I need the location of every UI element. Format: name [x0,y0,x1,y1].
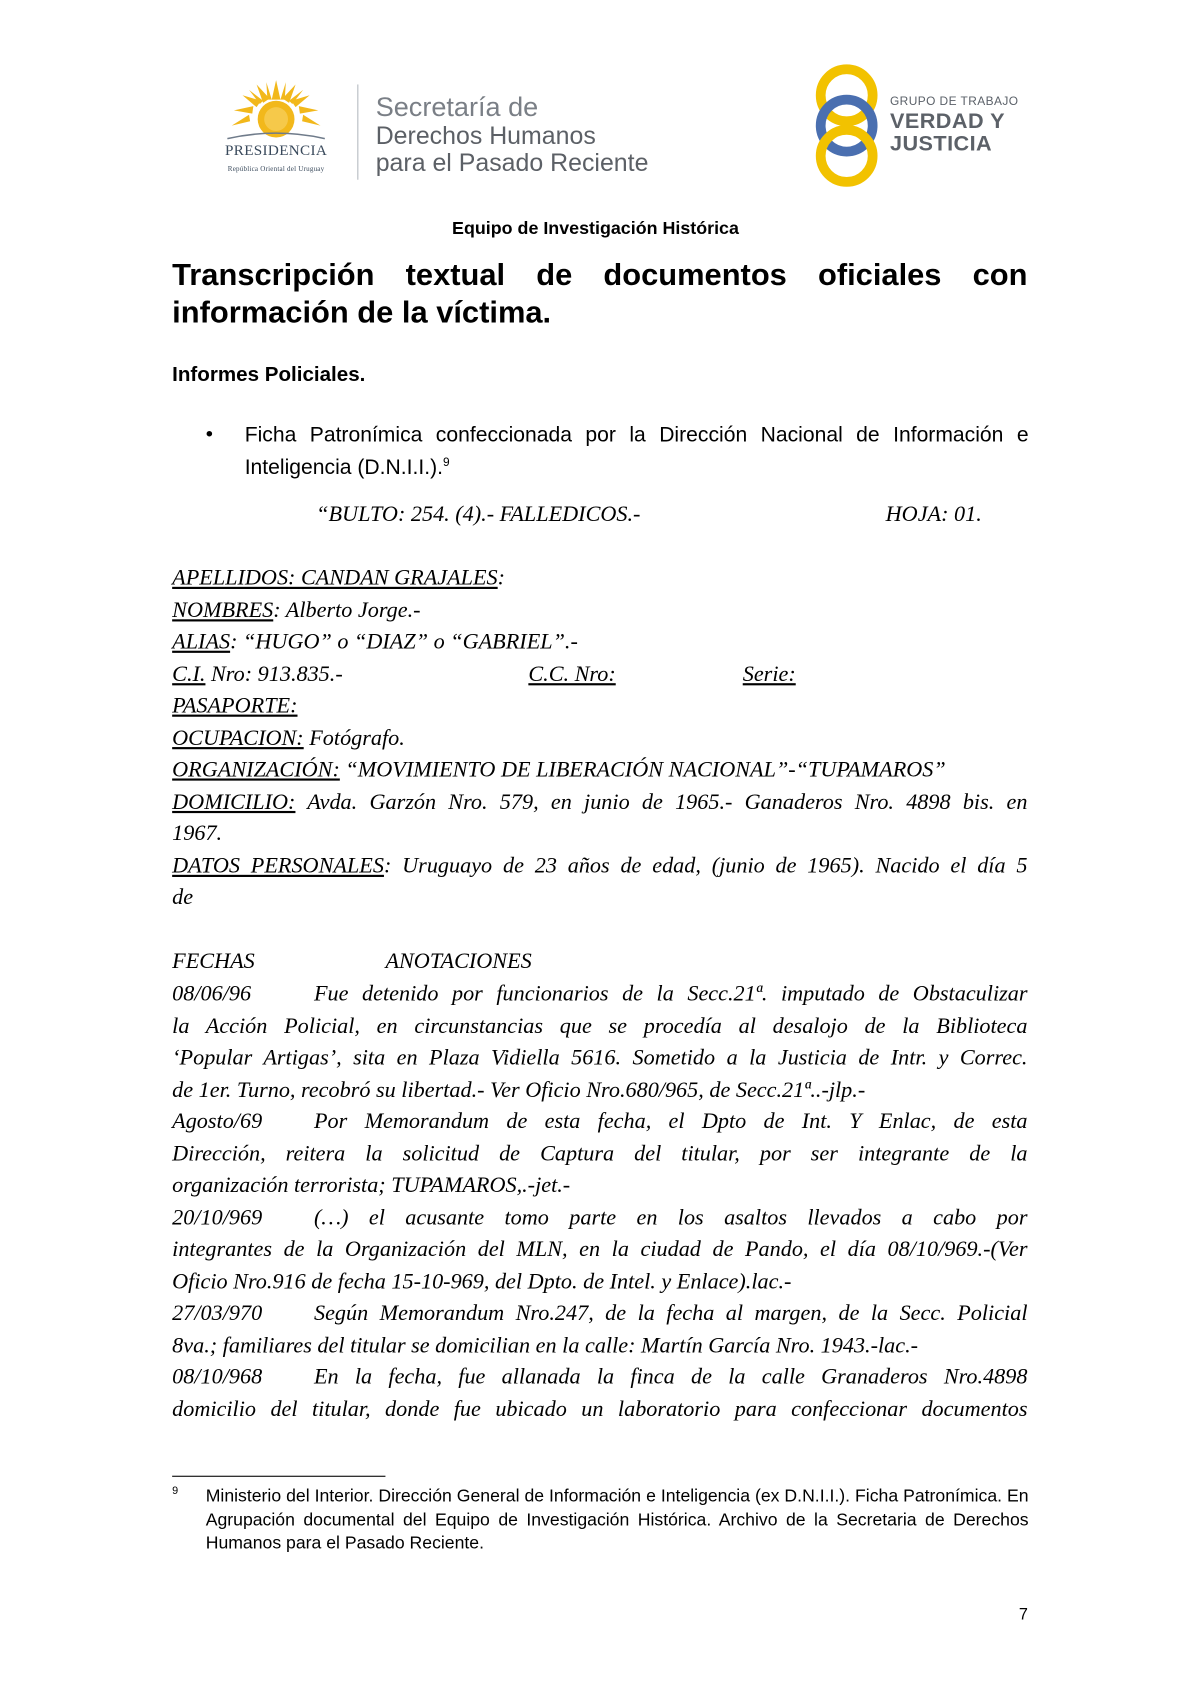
alias-label: ALIAS [172,630,231,654]
ci-label: C.I. [172,662,206,687]
serie-label: Serie: [742,662,796,687]
page-number: 7 [1018,1605,1028,1625]
apellidos-colon: : [497,566,506,591]
entry-line: 8va.; familiares del titular se domicilian en la calle: Martín García Nro. 1943.-lac.- [172,1333,919,1358]
field-ci [172,659,343,691]
grupo-label: GRUPO DE TRABAJO [889,95,1019,109]
entry-date: 20/10/969 [172,1206,263,1230]
entry-line: Oficio Nro.916 de fecha 15-10-969, del Dpto. de Intel. y Enlace).lac.- [172,1270,792,1294]
team-heading: Equipo de Investigación Histórica [452,218,739,239]
entry-line: (…) el acusante tomo parte en los asaltos llevados a cabo por [313,1206,1028,1230]
field-datos-personales [172,851,1027,883]
entry-date: 08/10/968 [172,1365,263,1390]
cc-label: C.C. Nro: [528,662,616,687]
entry-line: Según Memorandum Nro.247, de la fecha al margen, de la Secc. Policial [313,1301,1028,1326]
grupo-line-1: VERDAD Y [889,109,1005,134]
entry-line: integrantes de la Organización del MLN, en la ciudad de Pando, el día 08/10/969.-(Ver [172,1237,1028,1262]
entry-date: 27/03/970 [172,1301,263,1326]
section-heading: Informes Policiales. [172,363,366,387]
secretaria-logo-text [376,93,649,176]
secretaria-line-1: Secretaría de [375,92,539,123]
footnote-number: 9 [172,1485,179,1498]
anotaciones-header: ANOTACIONES [385,949,532,974]
domicilio-value: Avda. Garzón Nro. 579, en junio de 1965.- Ganaderos Nro. 4898 bis. en [295,790,1028,815]
secretaria-line-3: para el Pasado Reciente [375,148,649,177]
presidencia-logo [195,76,357,179]
presidencia-subtitle: República Oriental del Uruguay [227,165,325,174]
ci-value: Nro: 913.835.- [205,662,343,687]
entry-date: Agosto/69 [172,1109,263,1134]
nombres-label: NOMBRES [172,598,274,623]
secretaria-line-2: Derechos Humanos [375,121,596,150]
footnote-separator [172,1476,385,1477]
entry-line: Dirección, reitera la solicitud de Captura del titular, por ser integrante de la [172,1142,1028,1167]
presidencia-label: PRESIDENCIA [225,142,328,160]
footnote-ref[interactable]: 9 [442,456,450,470]
field-apellidos [172,563,505,595]
bullet-text [245,419,1029,484]
entry-date: 08/06/96 [172,982,252,1006]
field-nombres [172,595,420,627]
bullet-text-content: Ficha Patronímica confeccionada por la Dirección Nacional de Información e Inteligencia (D.N.I.I.). [244,423,1029,480]
datos-label: DATOS PERSONALES [172,854,384,879]
field-alias [172,627,578,659]
hoja-line: HOJA: 01. [885,502,982,527]
nombres-value: : Alberto Jorge.- [273,598,421,623]
domicilio-label: DOMICILIO: [172,790,296,815]
field-domicilio [172,787,1027,819]
datos-value: : Uruguayo de 23 años de edad, (junio de 1965). Nacido el día 5 [383,854,1028,879]
domicilio-value-cont: 1967. [172,821,223,846]
apellidos-label: APELLIDOS: CANDAN GRAJALES [172,566,498,591]
grupo-line-2: JUSTICIA [889,132,993,156]
fechas-header: FECHAS [172,949,255,974]
page-title: Transcripción textual de documentos oficiales con información de la víctima. [172,257,1028,331]
organizacion-label: ORGANIZACIÓN: [172,757,340,782]
pasaporte-label: PASAPORTE: [172,694,298,718]
entry-line: ‘Popular Artigas’, sita en Plaza Vidiella 5616. Sometido a la Justicia de Intr. y Correc. [172,1045,1028,1070]
footnote-text: Ministerio del Interior. Dirección General de Información e Inteligencia (ex D.N.I.I.). Ficha Patronímica. En Agrupación documental del Equipo de Investigación Histórica. Archivo de la Secretaria de Derechos Humanos para el Pasado Reciente. [205,1486,1029,1553]
ocupacion-label: OCUPACION: [172,726,304,751]
field-organizacion [172,755,946,787]
entry-line: Fue detenido por funcionarios de la Secc.21ª. imputado de Obstaculizar [313,982,1028,1006]
entry-line: Por Memorandum de esta fecha, el Dpto de Int. Y Enlac, de esta [313,1109,1028,1134]
verdad-justicia-logo [812,63,1029,188]
entry-line: En la fecha, fue allanada la finca de la calle Granaderos Nro.4898 [313,1365,1028,1390]
entry-line: de 1er. Turno, recobró su libertad.- Ver Oficio Nro.680/965, de Secc.21ª..-jlp.- [172,1078,866,1103]
sun-emblem-icon [195,76,357,143]
field-ocupacion [172,723,405,755]
bullet-dot: • [205,423,213,447]
interlocking-rings-icon [812,63,881,188]
entry-line: domicilio del titular, donde fue ubicado un laboratorio para confeccionar documentos [172,1397,1028,1422]
bulto-line: “BULTO: 254. (4).- FALLEDICOS.- [316,502,641,527]
ocupacion-value: Fotógrafo. [303,726,405,751]
organizacion-value: “MOVIMIENTO DE LIBERACIÓN NACIONAL”-“TUPAMAROS” [339,757,946,782]
header-divider [357,84,358,179]
alias-value: : “HUGO” o “DIAZ” o “GABRIEL”.- [230,630,578,654]
entry-line: organización terrorista; TUPAMAROS,.-jet.- [172,1173,571,1198]
datos-value-cont: de [172,885,194,910]
entry-line: la Acción Policial, en circunstancias que se procedía al desalojo de la Biblioteca [172,1014,1028,1039]
